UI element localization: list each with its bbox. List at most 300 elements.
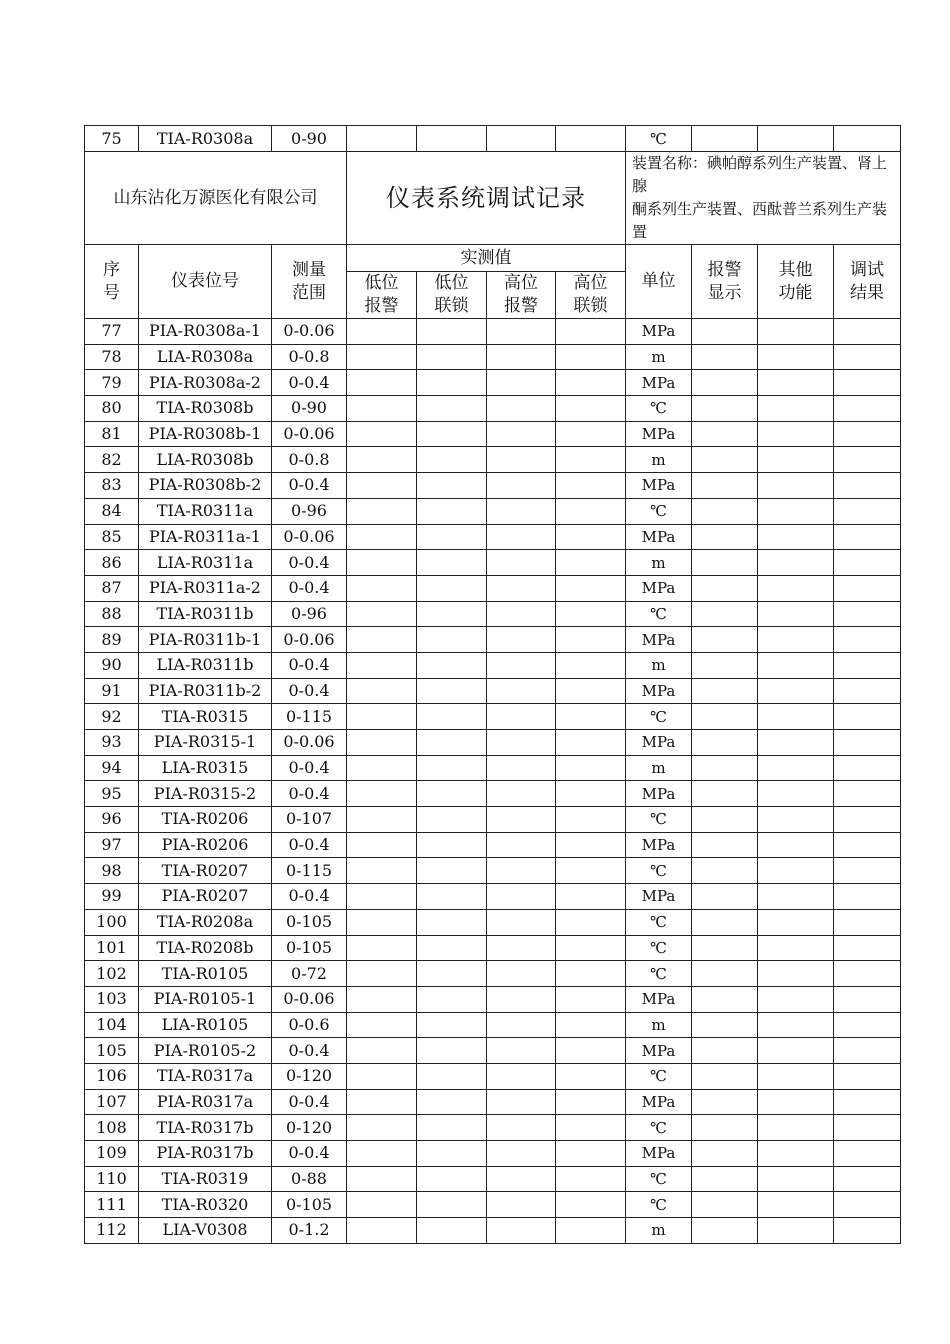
- high-lock-cell: [556, 781, 626, 807]
- unit-cell: MPa: [626, 421, 692, 447]
- unit-cell: ℃: [626, 935, 692, 961]
- measuring-range: 0-0.06: [272, 421, 347, 447]
- low-lock-cell: [417, 601, 487, 627]
- unit-cell: MPa: [626, 524, 692, 550]
- table-row: [85, 1141, 901, 1167]
- row-number: 86: [85, 550, 139, 576]
- high-lock-cell: [556, 524, 626, 550]
- high-lock-cell: [556, 652, 626, 678]
- title-row: [85, 152, 901, 245]
- row-number: 90: [85, 652, 139, 678]
- high-alarm-cell: [487, 396, 556, 422]
- measuring-range: 0-96: [272, 601, 347, 627]
- low-alarm-cell: [347, 781, 417, 807]
- table-row: [85, 1012, 901, 1038]
- alarm-display-cell: [692, 986, 758, 1012]
- low-alarm-cell: [347, 1218, 417, 1244]
- high-alarm-cell: [487, 704, 556, 730]
- other-function-cell: [758, 1089, 834, 1115]
- row-number: 95: [85, 781, 139, 807]
- high-lock-cell: [556, 858, 626, 884]
- result-cell: [834, 832, 901, 858]
- alarm-display-cell: [692, 601, 758, 627]
- row-number: 88: [85, 601, 139, 627]
- instrument-tag: LIA-R0311b: [139, 652, 272, 678]
- table-row: [85, 1089, 901, 1115]
- alarm-display-cell: [692, 730, 758, 756]
- alarm-display-cell: [692, 858, 758, 884]
- measuring-range: 0-0.4: [272, 370, 347, 396]
- high-lock-cell: [556, 575, 626, 601]
- low-alarm-cell: [347, 858, 417, 884]
- high-lock-cell: [556, 421, 626, 447]
- measuring-range: 0-0.4: [272, 1089, 347, 1115]
- other-function-cell: [758, 370, 834, 396]
- result-cell: [834, 126, 901, 152]
- instrument-debug-record: [84, 125, 901, 1244]
- result-cell: [834, 447, 901, 473]
- other-function-cell: [758, 524, 834, 550]
- instrument-tag: TIA-R0311a: [139, 498, 272, 524]
- table-row: [85, 344, 901, 370]
- measuring-range: 0-0.4: [272, 832, 347, 858]
- instrument-tag: PIA-R0317b: [139, 1141, 272, 1167]
- low-lock-cell: [417, 1115, 487, 1141]
- result-cell: [834, 396, 901, 422]
- low-alarm-cell: [347, 421, 417, 447]
- low-lock-cell: [417, 319, 487, 345]
- result-cell: [834, 370, 901, 396]
- low-lock-cell: [417, 730, 487, 756]
- other-function-cell: [758, 884, 834, 910]
- low-alarm-cell: [347, 909, 417, 935]
- low-lock-cell: [417, 344, 487, 370]
- measuring-range: 0-96: [272, 498, 347, 524]
- other-function-cell: [758, 1115, 834, 1141]
- row-number: 101: [85, 935, 139, 961]
- low-lock-cell: [417, 575, 487, 601]
- measuring-range: 0-105: [272, 1192, 347, 1218]
- instrument-tag: TIA-R0207: [139, 858, 272, 884]
- other-function-cell: [758, 126, 834, 152]
- result-cell: [834, 473, 901, 499]
- col-header-result: 调试 结果: [834, 245, 901, 319]
- high-alarm-cell: [487, 652, 556, 678]
- high-lock-cell: [556, 498, 626, 524]
- alarm-display-cell: [692, 652, 758, 678]
- high-lock-cell: [556, 730, 626, 756]
- measuring-range: 0-0.8: [272, 447, 347, 473]
- other-function-cell: [758, 1038, 834, 1064]
- measuring-range: 0-0.8: [272, 344, 347, 370]
- unit-cell: ℃: [626, 807, 692, 833]
- instrument-tag: TIA-R0208a: [139, 909, 272, 935]
- instrument-tag: PIA-R0105-2: [139, 1038, 272, 1064]
- high-lock-cell: [556, 126, 626, 152]
- high-alarm-cell: [487, 601, 556, 627]
- low-alarm-cell: [347, 1089, 417, 1115]
- result-cell: [834, 421, 901, 447]
- alarm-display-cell: [692, 498, 758, 524]
- unit-cell: ℃: [626, 1192, 692, 1218]
- high-lock-cell: [556, 678, 626, 704]
- result-cell: [834, 652, 901, 678]
- high-lock-cell: [556, 884, 626, 910]
- low-lock-cell: [417, 961, 487, 987]
- low-lock-cell: [417, 1063, 487, 1089]
- row-number: 104: [85, 1012, 139, 1038]
- table-row: [85, 1218, 901, 1244]
- col-header-no: 序 号: [85, 245, 139, 319]
- row-number: 105: [85, 1038, 139, 1064]
- low-alarm-cell: [347, 1115, 417, 1141]
- row-number: 80: [85, 396, 139, 422]
- high-lock-cell: [556, 1038, 626, 1064]
- col-header-low-lock: 低位 联锁: [417, 272, 487, 319]
- company-name: 山东沾化万源医化有限公司: [85, 152, 347, 245]
- result-cell: [834, 1063, 901, 1089]
- unit-cell: m: [626, 447, 692, 473]
- low-lock-cell: [417, 652, 487, 678]
- low-lock-cell: [417, 370, 487, 396]
- unit-cell: MPa: [626, 678, 692, 704]
- row-number: 98: [85, 858, 139, 884]
- result-cell: [834, 1012, 901, 1038]
- result-cell: [834, 1089, 901, 1115]
- low-lock-cell: [417, 678, 487, 704]
- low-alarm-cell: [347, 344, 417, 370]
- low-alarm-cell: [347, 319, 417, 345]
- low-lock-cell: [417, 807, 487, 833]
- other-function-cell: [758, 575, 834, 601]
- unit-cell: ℃: [626, 1115, 692, 1141]
- result-cell: [834, 858, 901, 884]
- alarm-display-cell: [692, 704, 758, 730]
- table-row: [85, 986, 901, 1012]
- high-lock-cell: [556, 909, 626, 935]
- device-name-line1: 装置名称：碘帕醇系列生产装置、肾上腺: [632, 154, 888, 195]
- instrument-tag: PIA-R0206: [139, 832, 272, 858]
- instrument-tag: LIA-R0315: [139, 755, 272, 781]
- high-alarm-cell: [487, 627, 556, 653]
- high-alarm-cell: [487, 884, 556, 910]
- low-alarm-cell: [347, 601, 417, 627]
- high-alarm-cell: [487, 1089, 556, 1115]
- other-function-cell: [758, 550, 834, 576]
- low-alarm-cell: [347, 1038, 417, 1064]
- table-row: [85, 884, 901, 910]
- table-row: [85, 1115, 901, 1141]
- instrument-tag: LIA-R0311a: [139, 550, 272, 576]
- row-number: 97: [85, 832, 139, 858]
- low-lock-cell: [417, 1089, 487, 1115]
- low-alarm-cell: [347, 126, 417, 152]
- other-function-cell: [758, 473, 834, 499]
- unit-cell: MPa: [626, 370, 692, 396]
- table-row: [85, 909, 901, 935]
- instrument-tag: TIA-R0105: [139, 961, 272, 987]
- measuring-range: 0-115: [272, 858, 347, 884]
- low-alarm-cell: [347, 524, 417, 550]
- row-number: 102: [85, 961, 139, 987]
- low-alarm-cell: [347, 1166, 417, 1192]
- result-cell: [834, 961, 901, 987]
- col-header-high-lock: 高位 联锁: [556, 272, 626, 319]
- high-alarm-cell: [487, 319, 556, 345]
- table-row: [85, 961, 901, 987]
- unit-cell: MPa: [626, 627, 692, 653]
- table-row: [85, 755, 901, 781]
- low-alarm-cell: [347, 627, 417, 653]
- low-alarm-cell: [347, 652, 417, 678]
- table-row: [85, 550, 901, 576]
- col-header-alarm-display: 报警 显示: [692, 245, 758, 319]
- unit-cell: ℃: [626, 396, 692, 422]
- table-row: [85, 678, 901, 704]
- col-header-low-alarm: 低位 报警: [347, 272, 417, 319]
- unit-cell: m: [626, 344, 692, 370]
- alarm-display-cell: [692, 473, 758, 499]
- table-row: [85, 1166, 901, 1192]
- device-name-line2: 酮系列生产装置、西酞普兰系列生产装置: [632, 200, 888, 241]
- col-header-unit: 单位: [626, 245, 692, 319]
- measuring-range: 0-105: [272, 909, 347, 935]
- instrument-tag: PIA-R0311b-1: [139, 627, 272, 653]
- result-cell: [834, 575, 901, 601]
- measuring-range: 0-90: [272, 396, 347, 422]
- instrument-tag: TIA-R0308a: [139, 126, 272, 152]
- low-alarm-cell: [347, 730, 417, 756]
- result-cell: [834, 550, 901, 576]
- device-name: [626, 152, 901, 245]
- result-cell: [834, 1166, 901, 1192]
- high-lock-cell: [556, 1192, 626, 1218]
- high-alarm-cell: [487, 1063, 556, 1089]
- col-header-range: 测量 范围: [272, 245, 347, 319]
- table-row: [85, 447, 901, 473]
- alarm-display-cell: [692, 935, 758, 961]
- result-cell: [834, 884, 901, 910]
- high-lock-cell: [556, 319, 626, 345]
- low-lock-cell: [417, 1012, 487, 1038]
- row-number: 91: [85, 678, 139, 704]
- instrument-tag: LIA-R0105: [139, 1012, 272, 1038]
- low-lock-cell: [417, 1192, 487, 1218]
- unit-cell: ℃: [626, 126, 692, 152]
- result-cell: [834, 524, 901, 550]
- low-lock-cell: [417, 858, 487, 884]
- low-alarm-cell: [347, 1192, 417, 1218]
- result-cell: [834, 909, 901, 935]
- high-alarm-cell: [487, 755, 556, 781]
- alarm-display-cell: [692, 832, 758, 858]
- instrument-tag: TIA-R0311b: [139, 601, 272, 627]
- instrument-tag: TIA-R0208b: [139, 935, 272, 961]
- table-row: [85, 652, 901, 678]
- result-cell: [834, 755, 901, 781]
- unit-cell: m: [626, 1012, 692, 1038]
- alarm-display-cell: [692, 396, 758, 422]
- low-lock-cell: [417, 627, 487, 653]
- result-cell: [834, 781, 901, 807]
- unit-cell: MPa: [626, 1038, 692, 1064]
- unit-cell: ℃: [626, 1166, 692, 1192]
- result-cell: [834, 1115, 901, 1141]
- instrument-tag: PIA-R0105-1: [139, 986, 272, 1012]
- table-row: [85, 524, 901, 550]
- row-number: 110: [85, 1166, 139, 1192]
- low-lock-cell: [417, 935, 487, 961]
- low-alarm-cell: [347, 473, 417, 499]
- alarm-display-cell: [692, 1192, 758, 1218]
- high-lock-cell: [556, 807, 626, 833]
- measuring-range: 0-120: [272, 1115, 347, 1141]
- high-lock-cell: [556, 473, 626, 499]
- low-lock-cell: [417, 126, 487, 152]
- unit-cell: MPa: [626, 730, 692, 756]
- other-function-cell: [758, 832, 834, 858]
- measuring-range: 0-0.6: [272, 1012, 347, 1038]
- other-function-cell: [758, 421, 834, 447]
- measuring-range: 0-0.4: [272, 652, 347, 678]
- instrument-tag: TIA-R0308b: [139, 396, 272, 422]
- row-number: 77: [85, 319, 139, 345]
- low-lock-cell: [417, 473, 487, 499]
- low-lock-cell: [417, 832, 487, 858]
- high-lock-cell: [556, 935, 626, 961]
- measuring-range: 0-105: [272, 935, 347, 961]
- high-alarm-cell: [487, 1038, 556, 1064]
- measuring-range: 0-0.06: [272, 730, 347, 756]
- high-lock-cell: [556, 1089, 626, 1115]
- low-lock-cell: [417, 704, 487, 730]
- high-alarm-cell: [487, 550, 556, 576]
- other-function-cell: [758, 909, 834, 935]
- instrument-tag: TIA-R0206: [139, 807, 272, 833]
- high-lock-cell: [556, 396, 626, 422]
- result-cell: [834, 704, 901, 730]
- instrument-tag: TIA-R0315: [139, 704, 272, 730]
- high-lock-cell: [556, 1115, 626, 1141]
- high-lock-cell: [556, 344, 626, 370]
- table-row: [85, 319, 901, 345]
- other-function-cell: [758, 704, 834, 730]
- measuring-range: 0-0.06: [272, 524, 347, 550]
- low-alarm-cell: [347, 678, 417, 704]
- alarm-display-cell: [692, 627, 758, 653]
- high-alarm-cell: [487, 1192, 556, 1218]
- other-function-cell: [758, 1141, 834, 1167]
- other-function-cell: [758, 781, 834, 807]
- result-cell: [834, 601, 901, 627]
- other-function-cell: [758, 1218, 834, 1244]
- high-lock-cell: [556, 1218, 626, 1244]
- instrument-tag: PIA-R0317a: [139, 1089, 272, 1115]
- low-alarm-cell: [347, 498, 417, 524]
- low-lock-cell: [417, 1038, 487, 1064]
- row-number: 111: [85, 1192, 139, 1218]
- low-alarm-cell: [347, 807, 417, 833]
- low-lock-cell: [417, 550, 487, 576]
- other-function-cell: [758, 344, 834, 370]
- unit-cell: ℃: [626, 601, 692, 627]
- measuring-range: 0-1.2: [272, 1218, 347, 1244]
- table-row: [85, 781, 901, 807]
- alarm-display-cell: [692, 781, 758, 807]
- instrument-tag: PIA-R0308a-2: [139, 370, 272, 396]
- unit-cell: MPa: [626, 986, 692, 1012]
- high-alarm-cell: [487, 473, 556, 499]
- unit-cell: MPa: [626, 319, 692, 345]
- low-alarm-cell: [347, 1141, 417, 1167]
- instrument-tag: PIA-R0311a-1: [139, 524, 272, 550]
- high-lock-cell: [556, 1166, 626, 1192]
- table-row: [85, 1038, 901, 1064]
- row-number: 100: [85, 909, 139, 935]
- row-number: 85: [85, 524, 139, 550]
- instrument-tag: PIA-R0315-2: [139, 781, 272, 807]
- other-function-cell: [758, 807, 834, 833]
- col-header-measured: 实测值: [347, 245, 626, 272]
- result-cell: [834, 498, 901, 524]
- table-row: [85, 1192, 901, 1218]
- other-function-cell: [758, 678, 834, 704]
- row-number: 96: [85, 807, 139, 833]
- record-table: [84, 125, 901, 1244]
- result-cell: [834, 986, 901, 1012]
- col-header-high-alarm: 高位 报警: [487, 272, 556, 319]
- table-row: [85, 473, 901, 499]
- measuring-range: 0-0.4: [272, 473, 347, 499]
- measuring-range: 0-0.4: [272, 575, 347, 601]
- high-alarm-cell: [487, 1141, 556, 1167]
- low-alarm-cell: [347, 832, 417, 858]
- unit-cell: ℃: [626, 909, 692, 935]
- instrument-tag: PIA-R0207: [139, 884, 272, 910]
- row-number: 84: [85, 498, 139, 524]
- table-row: [85, 396, 901, 422]
- instrument-tag: PIA-R0311b-2: [139, 678, 272, 704]
- measuring-range: 0-0.06: [272, 986, 347, 1012]
- data-rows: [85, 319, 901, 1244]
- other-function-cell: [758, 447, 834, 473]
- other-function-cell: [758, 1012, 834, 1038]
- other-function-cell: [758, 601, 834, 627]
- high-lock-cell: [556, 601, 626, 627]
- result-cell: [834, 344, 901, 370]
- other-function-cell: [758, 627, 834, 653]
- high-lock-cell: [556, 704, 626, 730]
- alarm-display-cell: [692, 319, 758, 345]
- low-alarm-cell: [347, 1012, 417, 1038]
- result-cell: [834, 1038, 901, 1064]
- alarm-display-cell: [692, 126, 758, 152]
- other-function-cell: [758, 498, 834, 524]
- low-alarm-cell: [347, 575, 417, 601]
- unit-cell: ℃: [626, 498, 692, 524]
- high-lock-cell: [556, 550, 626, 576]
- table-row: [85, 858, 901, 884]
- high-alarm-cell: [487, 447, 556, 473]
- row-number: 93: [85, 730, 139, 756]
- instrument-tag: PIA-R0311a-2: [139, 575, 272, 601]
- table-row: [85, 1063, 901, 1089]
- unit-cell: MPa: [626, 575, 692, 601]
- alarm-display-cell: [692, 447, 758, 473]
- other-function-cell: [758, 1063, 834, 1089]
- high-alarm-cell: [487, 498, 556, 524]
- alarm-display-cell: [692, 1115, 758, 1141]
